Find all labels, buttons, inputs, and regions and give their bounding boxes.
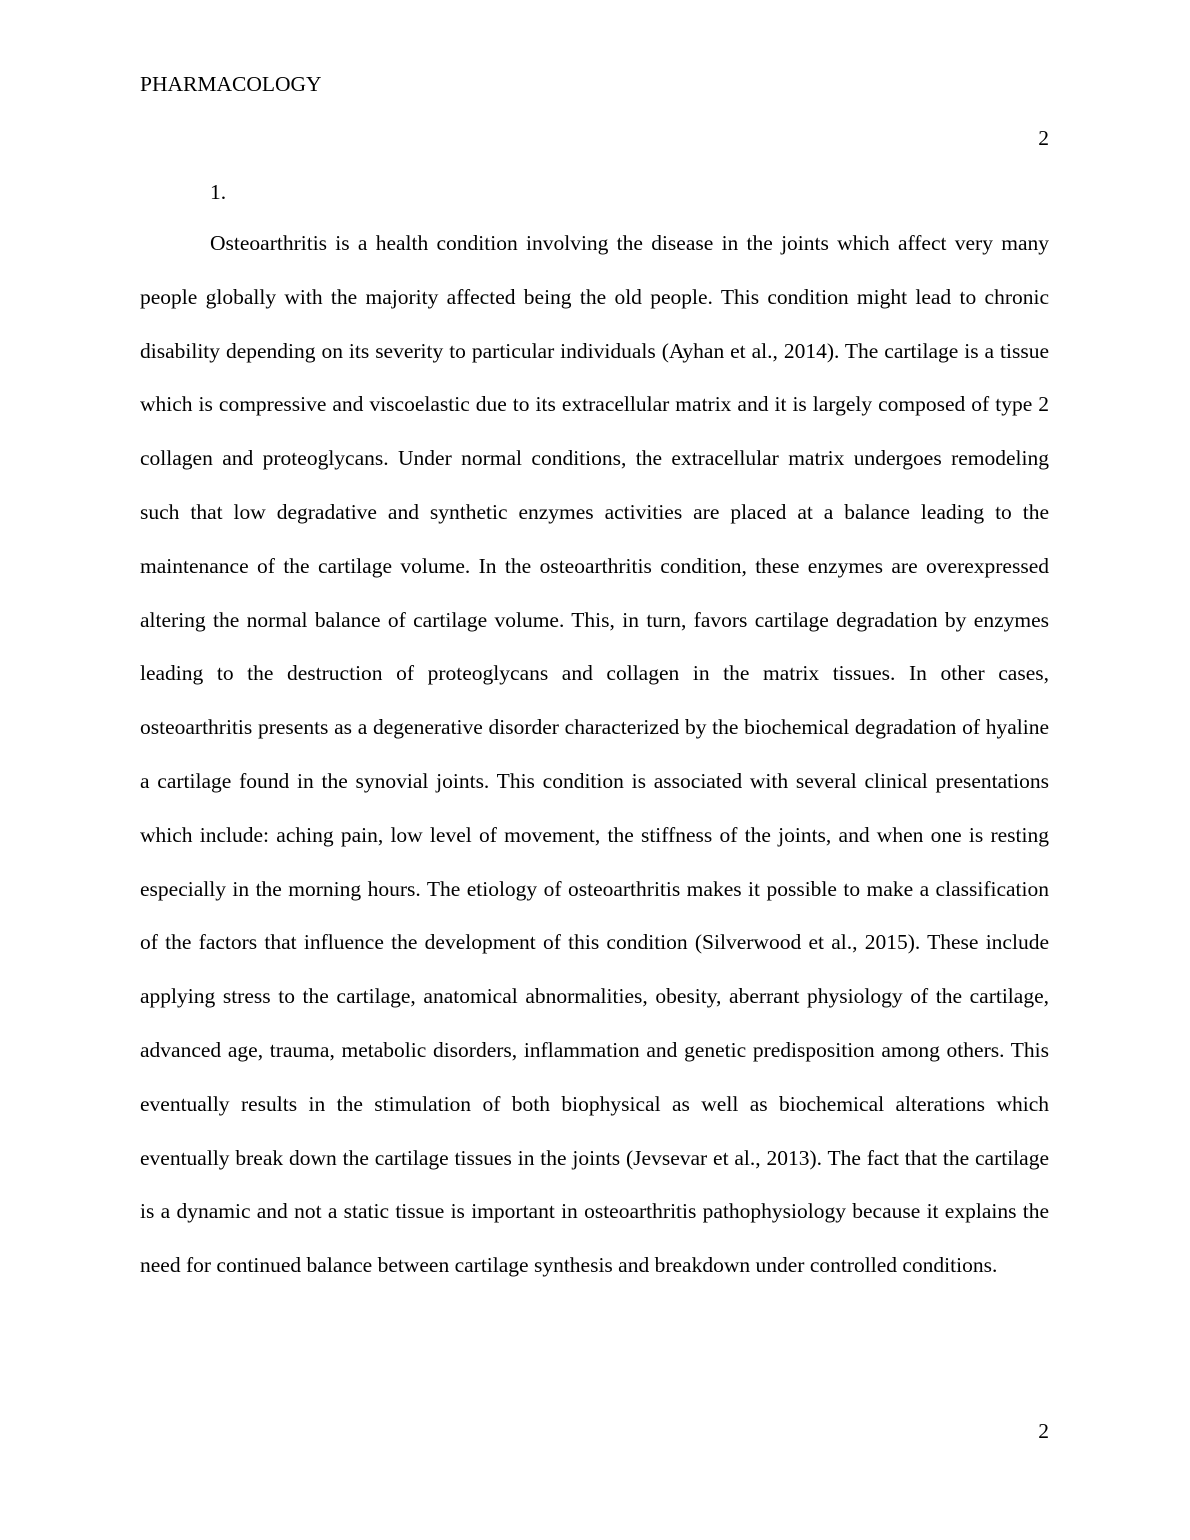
running-head: PHARMACOLOGY (140, 72, 322, 96)
footer-page-number: 2 (1038, 1419, 1049, 1443)
header-page-number: 2 (1038, 126, 1049, 150)
body-paragraph: Osteoarthritis is a health condition involving the disease in the joints which affect very many people globally with the majority affected being the old people. This condition might lead to chronic disability depending on its severity to particular individuals (Ayhan et al., 2014). The cartilage is a tissue which is compressive and viscoelastic due to its extracellular matrix and it is largely composed of type 2 collagen and proteoglycans. Under normal conditions, the extracellular matrix undergoes remodeling such that low degradative and synthetic enzymes activities are placed at a balance leading to the maintenance of the cartilage volume. In the osteoarthritis condition, these enzymes are overexpressed altering the normal balance of cartilage volume. This, in turn, favors cartilage degradation by enzymes leading to the destruction of proteoglycans and collagen in the matrix tissues. In other cases, osteoarthritis presents as a degenerative disorder characterized by the biochemical degradation of hyaline a cartilage found in the synovial joints. This condition is associated with several clinical presentations which include: aching pain, low level of movement, the stiffness of the joints, and when one is resting especially in the morning hours. The etiology of osteoarthritis makes it possible to make a classification of the factors that influence the development of this condition (Silverwood et al., 2015). These include applying stress to the cartilage, anatomical abnormalities, obesity, aberrant physiology of the cartilage, advanced age, trauma, metabolic disorders, inflammation and genetic predisposition among others. This eventually results in the stimulation of both biophysical as well as biochemical alterations which eventually break down the cartilage tissues in the joints (Jevsevar et al., 2013). The fact that the cartilage is a dynamic and not a static tissue is important in osteoarthritis pathophysiology because it explains the need for continued balance between cartilage synthesis and breakdown under controlled conditions. (140, 231, 1049, 1278)
section-number: 1. (210, 180, 227, 204)
